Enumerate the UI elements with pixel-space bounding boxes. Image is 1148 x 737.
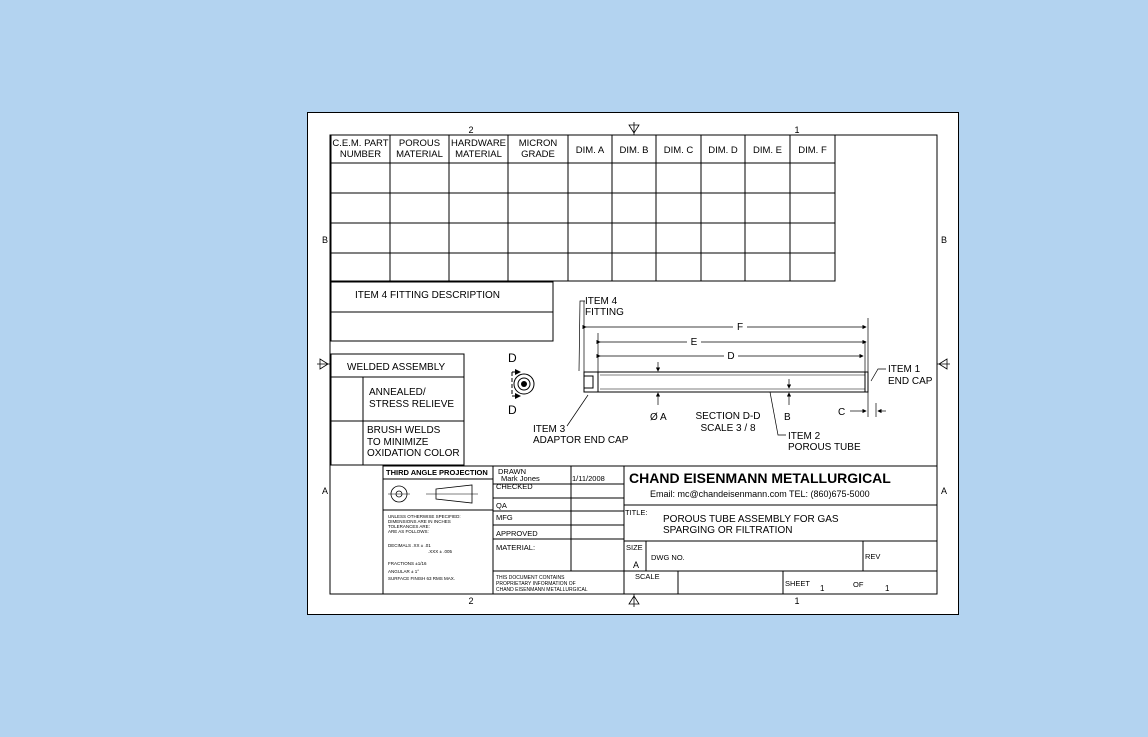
- proprietary-line-1: THIS DOCUMENT CONTAINS: [496, 575, 565, 581]
- tolerance-note-line: ARE AS FOLLOWS:: [388, 529, 429, 534]
- sheet-number: 1: [820, 584, 825, 593]
- parts-table-header: MATERIAL: [455, 149, 502, 160]
- approved-label: APPROVED: [496, 529, 538, 538]
- callout-item1-line1: ITEM 1: [888, 364, 921, 375]
- tolerance-note-line: .XXX ± .005: [428, 549, 452, 554]
- drawn-date: 1/11/2008: [572, 474, 605, 483]
- material-label: MATERIAL:: [496, 543, 536, 552]
- section-label: SECTION D-D: [695, 411, 761, 422]
- callout-item3-line1: ITEM 3: [533, 424, 566, 435]
- zone-row-b-left: B: [321, 235, 329, 245]
- sheet-label: SHEET: [785, 579, 811, 588]
- rev-label: REV: [865, 552, 881, 561]
- section-scale: SCALE 3 / 8: [700, 423, 756, 434]
- parts-table-header: DIM. A: [575, 145, 605, 156]
- welded-assembly-header: WELDED ASSEMBLY: [347, 362, 446, 373]
- dwg-no-label: DWG NO.: [651, 553, 685, 562]
- zone-row-b-right: B: [940, 235, 948, 245]
- parts-table-header: C.E.M. PART: [332, 138, 389, 149]
- tolerance-note-line: FRACTIONS ±1/16: [388, 561, 427, 566]
- section-mark-bottom: D: [508, 403, 517, 417]
- dim-d-label: D: [727, 351, 735, 362]
- welded-item-2-line-2: TO MINIMIZE: [367, 437, 429, 448]
- dim-c-label: C: [838, 407, 846, 418]
- title-label: TITLE:: [625, 508, 648, 517]
- parts-table-header: NUMBER: [339, 149, 382, 160]
- callout-item3-line2: ADAPTOR END CAP: [533, 435, 629, 446]
- proprietary-line-3: CHAND EISENMANN METALLURGICAL: [496, 587, 588, 593]
- tolerance-note-line: ANGULAR ± 1°: [388, 569, 420, 574]
- parts-table-header: HARDWARE: [450, 138, 507, 149]
- parts-table-header: DIM. B: [619, 145, 649, 156]
- dim-e-label: E: [690, 337, 698, 348]
- drawing-title-line-1: POROUS TUBE ASSEMBLY FOR GAS: [663, 514, 839, 525]
- parts-table-header: DIM. C: [663, 145, 694, 156]
- checked-label: CHECKED: [496, 482, 533, 491]
- parts-table-header: MICRON: [518, 138, 558, 149]
- proprietary-line-2: PROPRIETARY INFORMATION OF: [496, 581, 576, 587]
- welded-item-2-line-3: OXIDATION COLOR: [367, 448, 460, 459]
- callout-item2-line2: POROUS TUBE: [788, 442, 861, 453]
- projection-symbol-icon: [388, 485, 478, 503]
- welded-assembly-box: [331, 354, 464, 465]
- zone-col-2-top: 2: [468, 125, 474, 135]
- drawn-by: Mark Jones: [501, 474, 540, 483]
- callout-item2-line1: ITEM 2: [788, 431, 821, 442]
- drawn-label: DRAWN: [498, 467, 527, 476]
- fitting-description-box: [331, 282, 553, 341]
- drawing-title-line-2: SPARGING OR FILTRATION: [663, 525, 793, 536]
- dim-b-label: B: [784, 412, 791, 423]
- zone-row-a-right: A: [940, 486, 948, 496]
- size-value: A: [633, 560, 640, 570]
- parts-table-header: DIM. F: [798, 145, 827, 156]
- scale-label: SCALE: [635, 572, 660, 581]
- projection-label: THIRD ANGLE PROJECTION: [386, 468, 488, 477]
- company-contact: Email: mc@chandeisenmann.com TEL: (860)675-5000: [650, 489, 870, 499]
- parts-table-header: DIM. D: [708, 145, 738, 156]
- parts-table-header: DIM. E: [752, 145, 783, 156]
- callout-item1-line2: END CAP: [888, 376, 933, 387]
- tolerance-note-line: DECIMALS .XX ± .01: [388, 543, 431, 548]
- welded-item-1-line-2: STRESS RELIEVE: [369, 399, 455, 410]
- tube-section-view: [533, 296, 933, 453]
- parts-table-headers: [332, 138, 827, 160]
- parts-table-header: MATERIAL: [396, 149, 443, 160]
- of-label: OF: [853, 580, 864, 589]
- zone-col-1-top: 1: [794, 125, 800, 135]
- title-block: [386, 467, 891, 593]
- qa-label: QA: [496, 501, 507, 510]
- zone-col-2-bottom: 2: [468, 596, 474, 606]
- tolerance-note-line: TOLERANCES ARE:: [388, 524, 430, 529]
- mfg-label: MFG: [496, 513, 513, 522]
- tolerance-note-line: SURFACE FINISH 63 RMS MAX.: [388, 576, 456, 581]
- dim-a-label: Ø A: [650, 412, 667, 423]
- tolerance-note-line: DIMENSIONS ARE IN INCHES: [388, 519, 451, 524]
- fitting-description-header: ITEM 4 FITTING DESCRIPTION: [355, 290, 501, 301]
- parts-table-header: GRADE: [521, 149, 555, 160]
- zone-row-a-left: A: [321, 486, 329, 496]
- size-label: SIZE: [626, 543, 643, 552]
- section-mark-top: D: [508, 351, 517, 365]
- company-name: CHAND EISENMANN METALLURGICAL: [629, 470, 891, 486]
- callout-item4-line2: FITTING: [585, 307, 624, 318]
- engineering-drawing: [308, 113, 960, 616]
- tolerance-notes: [388, 514, 461, 581]
- zone-col-1-bottom: 1: [794, 596, 800, 606]
- drawing-sheet: [307, 112, 959, 615]
- welded-item-1-line-1: ANNEALED/: [369, 387, 426, 398]
- tolerance-note-line: UNLESS OTHERWISE SPECIFIED:: [388, 514, 461, 519]
- dim-f-label: F: [736, 322, 744, 333]
- parts-table-header: POROUS: [398, 138, 441, 149]
- end-view: [508, 351, 534, 417]
- welded-item-2-line-1: BRUSH WELDS: [367, 425, 441, 436]
- sheet-total: 1: [885, 584, 890, 593]
- callout-item4-line1: ITEM 4: [585, 296, 618, 307]
